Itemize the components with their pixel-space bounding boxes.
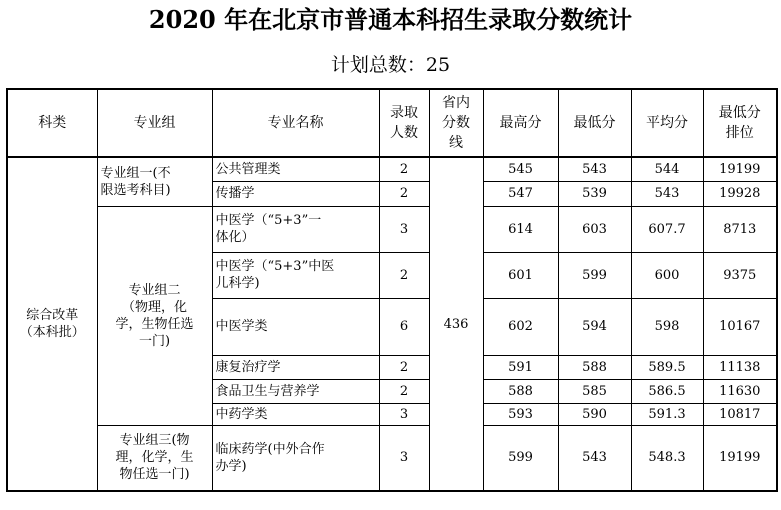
min-rank: 10817 [703,403,777,425]
avg-score: 586.5 [631,379,703,403]
avg-score: 600 [631,252,703,298]
max-score: 593 [483,403,558,425]
major-name: 食品卫生与营养学 [212,379,379,403]
header-province-line: 省内 分数 线 [429,89,483,157]
min-score: 539 [558,181,631,206]
admitted-count: 3 [379,425,429,491]
avg-score: 548.3 [631,425,703,491]
table-row [7,157,777,181]
max-score: 602 [483,298,558,355]
category-cell: 综合改革 （本科批） [7,157,97,491]
header-group: 专业组 [97,89,212,157]
max-score: 547 [483,181,558,206]
plan-total: 计划总数：25 [330,54,451,76]
min-score: 603 [558,206,631,252]
major-name: 传播学 [212,181,379,206]
min-rank: 9375 [703,252,777,298]
major-name: 中医学（“5+3”一 体化） [212,206,379,252]
min-rank: 19199 [703,425,777,491]
min-score: 590 [558,403,631,425]
group-cell-2: 专业组二 （物理，化 学，生物任选 一门) [97,206,212,425]
min-rank: 11138 [703,355,777,379]
admission-score-table [6,88,778,492]
min-score: 543 [558,157,631,181]
avg-score: 591.3 [631,403,703,425]
header-min: 最低分 [558,89,631,157]
group-cell-1: 专业组一(不 限选考科目) [97,157,212,206]
major-name: 中药学类 [212,403,379,425]
max-score: 599 [483,425,558,491]
admitted-count: 2 [379,355,429,379]
page-title: 2020 年在北京市普通本科招生录取分数统计 [148,5,633,34]
avg-score: 589.5 [631,355,703,379]
max-score: 545 [483,157,558,181]
min-rank: 19928 [703,181,777,206]
table-row [7,425,777,491]
min-score: 543 [558,425,631,491]
admitted-count: 3 [379,206,429,252]
admitted-count: 6 [379,298,429,355]
max-score: 614 [483,206,558,252]
max-score: 588 [483,379,558,403]
header-max: 最高分 [483,89,558,157]
header-major: 专业名称 [212,89,379,157]
header-rank: 最低分 排位 [703,89,777,157]
avg-score: 598 [631,298,703,355]
admitted-count: 3 [379,403,429,425]
major-name: 中医学类 [212,298,379,355]
avg-score: 607.7 [631,206,703,252]
avg-score: 543 [631,181,703,206]
header-admitted: 录取 人数 [379,89,429,157]
max-score: 591 [483,355,558,379]
min-score: 594 [558,298,631,355]
province-line-cell: 436 [429,157,483,491]
admitted-count: 2 [379,252,429,298]
major-name: 康复治疗学 [212,355,379,379]
min-score: 588 [558,355,631,379]
header-avg: 平均分 [631,89,703,157]
min-rank: 11630 [703,379,777,403]
min-rank: 19199 [703,157,777,181]
avg-score: 544 [631,157,703,181]
header-category: 科类 [7,89,97,157]
min-score: 585 [558,379,631,403]
major-name: 公共管理类 [212,157,379,181]
admitted-count: 2 [379,379,429,403]
admitted-count: 2 [379,181,429,206]
max-score: 601 [483,252,558,298]
header-row [7,89,777,157]
admitted-count: 2 [379,157,429,181]
min-rank: 10167 [703,298,777,355]
min-score: 599 [558,252,631,298]
group-cell-3: 专业组三(物 理，化学，生 物任选一门) [97,425,212,491]
major-name: 中医学（“5+3”中医 儿科学) [212,252,379,298]
table-row [7,206,777,252]
major-name: 临床药学(中外合作 办学) [212,425,379,491]
min-rank: 8713 [703,206,777,252]
